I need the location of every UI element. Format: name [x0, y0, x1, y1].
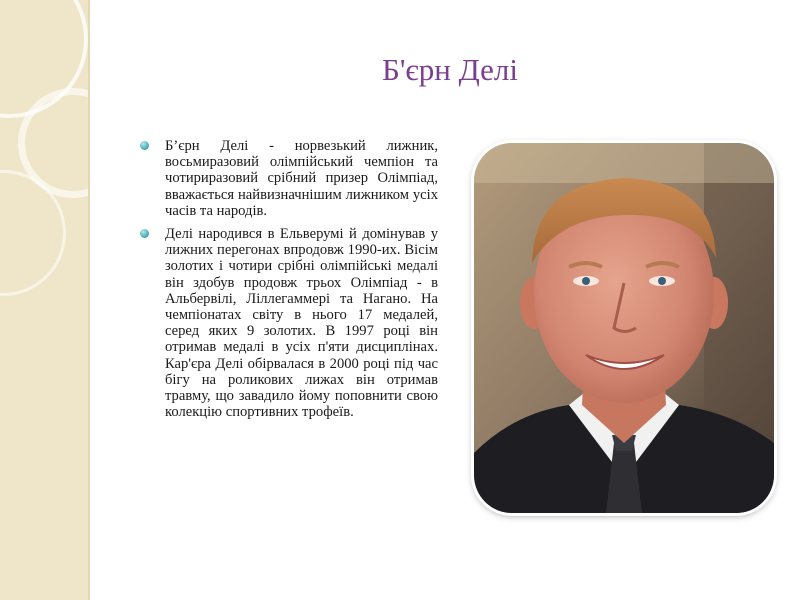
bullet-item [138, 138, 438, 219]
bullet-list [138, 138, 438, 420]
circle-bullet-icon [140, 141, 149, 150]
circle-bullet-icon [140, 229, 149, 238]
slide-title: Б'єрн Делі [382, 52, 518, 87]
bullet-text: Б’єрн Делі - норвезький лижник, восьмиразовий олімпійський чемпіон та чотириразовий срібний призер Олімпіад, вважається найвизначнішим лижником усіх часів та народів. [165, 138, 438, 219]
portrait-photo [474, 143, 774, 513]
slide-body [138, 138, 438, 427]
decorative-left-band [0, 0, 90, 600]
bullet-item [138, 226, 438, 420]
bullet-text: Делі народився в Ельверумі й домінував у лижних перегонах впродовж 1990-их. Вісім золотих і чотири срібні олімпійські медалі він здобув продовж трьох Олімпіад - в Альбервілі, Ліллегаммері та Нагано. На чемпіонатах світу в нього 17 медалей, серед яких 9 золотих. В 1997 році він отримав медалі в усіх п'яти дисциплінах. Кар'єра Делі обірвалася в 2000 році під час бігу на роликових лижах він отримав травму, що завадило йому поповнити свою колекцію спортивних трофеїв. [165, 226, 438, 421]
